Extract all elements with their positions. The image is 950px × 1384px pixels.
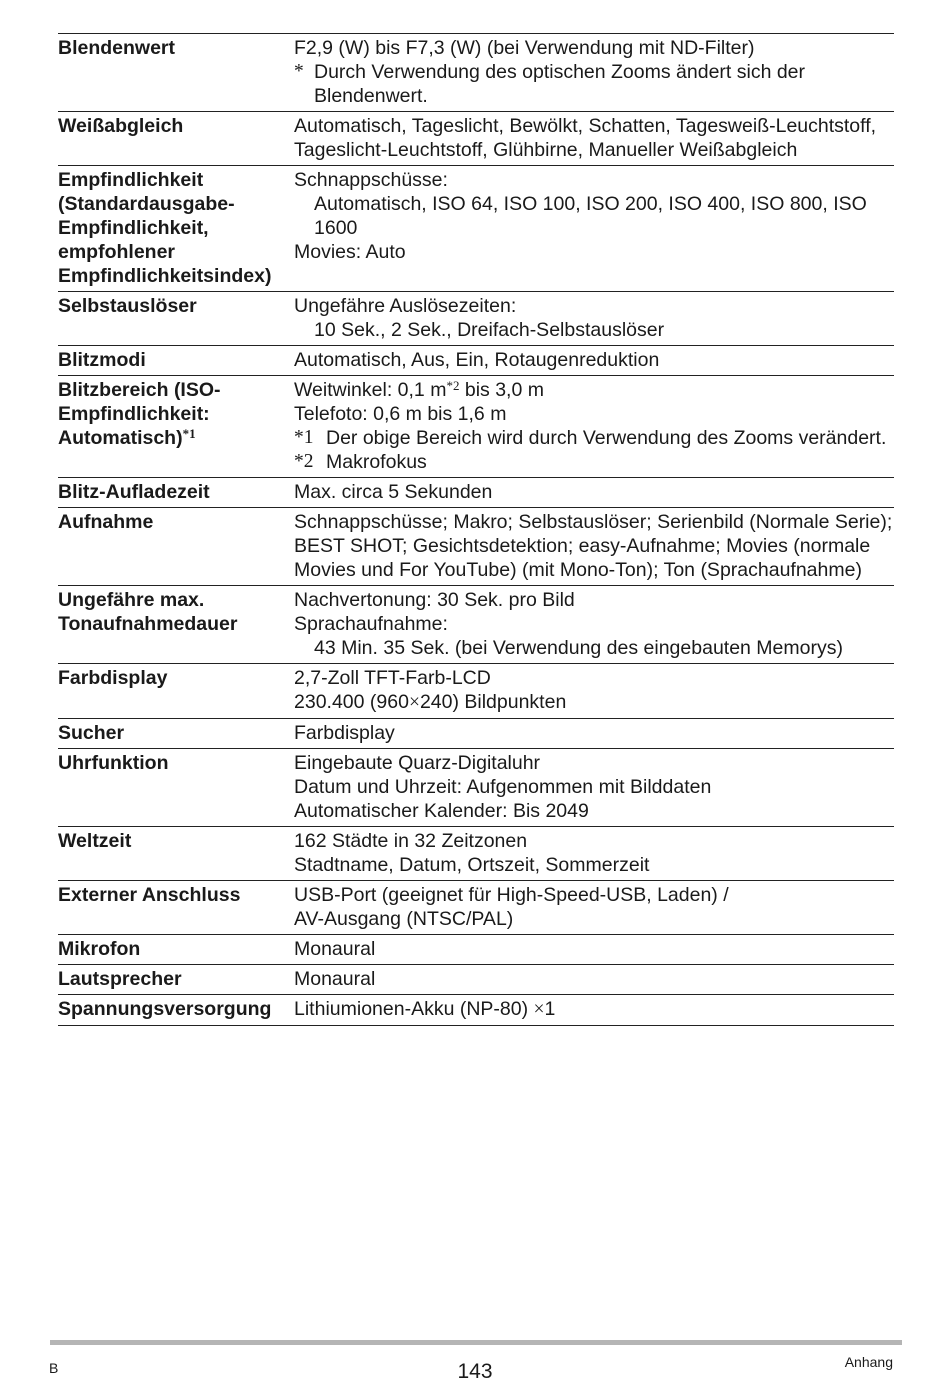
spec-row-power	[58, 995, 894, 1026]
spec-row-self-timer	[58, 292, 894, 346]
spec-label: Weltzeit	[58, 830, 132, 852]
footnote-mark: *1	[294, 427, 314, 448]
footnote-mark: *2	[294, 451, 314, 472]
spec-label: Mikrofon	[58, 938, 141, 960]
spec-row-viewfinder	[58, 719, 894, 749]
spec-line: Nachvertonung: 30 Sek. pro Bild	[294, 589, 575, 611]
times-symbol: ×	[408, 692, 420, 713]
spec-text: 1	[544, 998, 556, 1020]
spec-label-text: Blitzbereich (ISO-Empfindlichkeit: Automatisch)	[58, 379, 221, 449]
footnote-text: Durch Verwendung des optischen Zooms ändert sich der Blendenwert.	[314, 61, 806, 107]
spec-label	[58, 378, 294, 474]
spec-line: USB-Port (geeignet für High-Speed-USB, Laden) /	[294, 884, 729, 906]
spec-line: 2,7-Zoll TFT-Farb-LCD	[294, 667, 491, 689]
spec-label: Blendenwert	[58, 37, 176, 59]
spec-line: Schnappschüsse:	[294, 169, 448, 191]
spec-label: Ungefähre max. Tonaufnahmedauer	[58, 589, 238, 635]
spec-value	[294, 829, 894, 877]
spec-line: 43 Min. 35 Sek. (bei Verwendung des eingebauten Memorys)	[314, 637, 843, 659]
spec-row-external	[58, 881, 894, 935]
spec-line: Stadtname, Datum, Ortszeit, Sommerzeit	[294, 854, 650, 876]
spec-line: Sprachaufnahme:	[294, 613, 448, 635]
spec-row-flash-modes	[58, 346, 894, 376]
spec-line	[294, 378, 894, 402]
spec-value: Schnappschüsse; Makro; Selbstauslöser; Serienbild (Normale Serie); BEST SHOT; Gesichtsdetektion; easy-Aufnahme; Movies (normale Movies und For YouTube) (mit Mono-Ton); Ton (Sprachaufnahme)	[294, 511, 893, 581]
spec-row-sensitivity	[58, 166, 894, 292]
footer-divider	[50, 1340, 902, 1345]
footnote-text: Der obige Bereich wird durch Verwendung des Zooms verändert.	[326, 427, 887, 449]
spec-line: Movies: Auto	[294, 241, 406, 263]
page-number: 143	[457, 1360, 493, 1383]
spec-line: Automatischer Kalender: Bis 2049	[294, 800, 589, 822]
spec-value: Automatisch, Aus, Ein, Rotaugenreduktion	[294, 349, 660, 371]
spec-row-display	[58, 664, 894, 719]
footnote	[294, 426, 894, 450]
spec-value	[294, 588, 894, 660]
spec-line: AV-Ausgang (NTSC/PAL)	[294, 908, 514, 930]
spec-label: Empfindlichkeit (Standardausgabe-Empfindlichkeit, empfohlener Empfindlichkeitsindex)	[58, 169, 272, 287]
spec-line	[294, 690, 894, 715]
spec-value	[294, 168, 894, 288]
spec-label: Farbdisplay	[58, 667, 168, 689]
spec-label: Weißabgleich	[58, 115, 184, 137]
footnote	[294, 450, 894, 474]
spec-text: 230.400 (960	[294, 691, 409, 713]
spec-label: Uhrfunktion	[58, 752, 169, 774]
spec-value	[294, 666, 894, 715]
spec-value	[294, 751, 894, 823]
spec-table	[58, 33, 894, 1026]
spec-text: Lithiumionen-Akku (NP-80)	[294, 998, 534, 1020]
spec-row-speaker	[58, 965, 894, 995]
spec-label: Aufnahme	[58, 511, 154, 533]
footnote-text: Makrofokus	[326, 451, 427, 473]
spec-value	[294, 883, 894, 931]
spec-row-recording	[58, 508, 894, 586]
spec-label: Spannungsversorgung	[58, 998, 272, 1020]
footnote	[294, 60, 894, 108]
spec-line: F2,9 (W) bis F7,3 (W) (bei Verwendung mit ND-Filter)	[294, 37, 755, 59]
footnote-ref: *2	[446, 378, 460, 393]
spec-label: Blitzmodi	[58, 349, 146, 371]
spec-value: Automatisch, Tageslicht, Bewölkt, Schatten, Tagesweiß-Leuchtstoff, Tageslicht-Leuchtstoff, Glühbirne, Manueller Weißabgleich	[294, 115, 877, 161]
footer-left-label: B	[49, 1360, 59, 1376]
spec-value	[294, 294, 894, 342]
footnote-ref: *1	[182, 426, 196, 441]
spec-row-audio-time	[58, 586, 894, 664]
spec-value	[294, 378, 894, 474]
spec-row-aperture	[58, 34, 894, 112]
spec-label: Blitz-Aufladezeit	[58, 481, 210, 503]
spec-text: 240) Bildpunkten	[419, 691, 567, 713]
spec-line: Telefoto: 0,6 m bis 1,6 m	[294, 403, 507, 425]
spec-value	[294, 997, 894, 1022]
spec-row-white-balance	[58, 112, 894, 166]
times-symbol: ×	[533, 999, 545, 1020]
spec-label: Sucher	[58, 722, 125, 744]
spec-row-clock	[58, 749, 894, 827]
spec-row-world-time	[58, 827, 894, 881]
spec-value: Monaural	[294, 968, 376, 990]
section-label: Anhang	[844, 1354, 893, 1370]
spec-value: Monaural	[294, 938, 376, 960]
spec-line: 10 Sek., 2 Sek., Dreifach-Selbstauslöser	[314, 319, 665, 341]
spec-line: Ungefähre Auslösezeiten:	[294, 295, 517, 317]
spec-line: Eingebaute Quarz-Digitaluhr	[294, 752, 541, 774]
spec-label: Selbstauslöser	[58, 295, 197, 317]
spec-text: Weitwinkel: 0,1 m	[294, 379, 447, 401]
spec-line: Datum und Uhrzeit: Aufgenommen mit Bilddaten	[294, 776, 712, 798]
spec-row-flash-range	[58, 376, 894, 478]
spec-line: 162 Städte in 32 Zeitzonen	[294, 830, 528, 852]
spec-row-flash-charge	[58, 478, 894, 508]
spec-line: Automatisch, ISO 64, ISO 100, ISO 200, ISO 400, ISO 800, ISO 1600	[314, 193, 867, 239]
spec-value: Farbdisplay	[294, 722, 395, 744]
spec-text: bis 3,0 m	[459, 379, 544, 401]
footnote-mark: *	[294, 61, 304, 82]
spec-label: Lautsprecher	[58, 968, 182, 990]
spec-row-microphone	[58, 935, 894, 965]
spec-label: Externer Anschluss	[58, 884, 241, 906]
spec-value	[294, 36, 894, 108]
spec-value: Max. circa 5 Sekunden	[294, 481, 493, 503]
